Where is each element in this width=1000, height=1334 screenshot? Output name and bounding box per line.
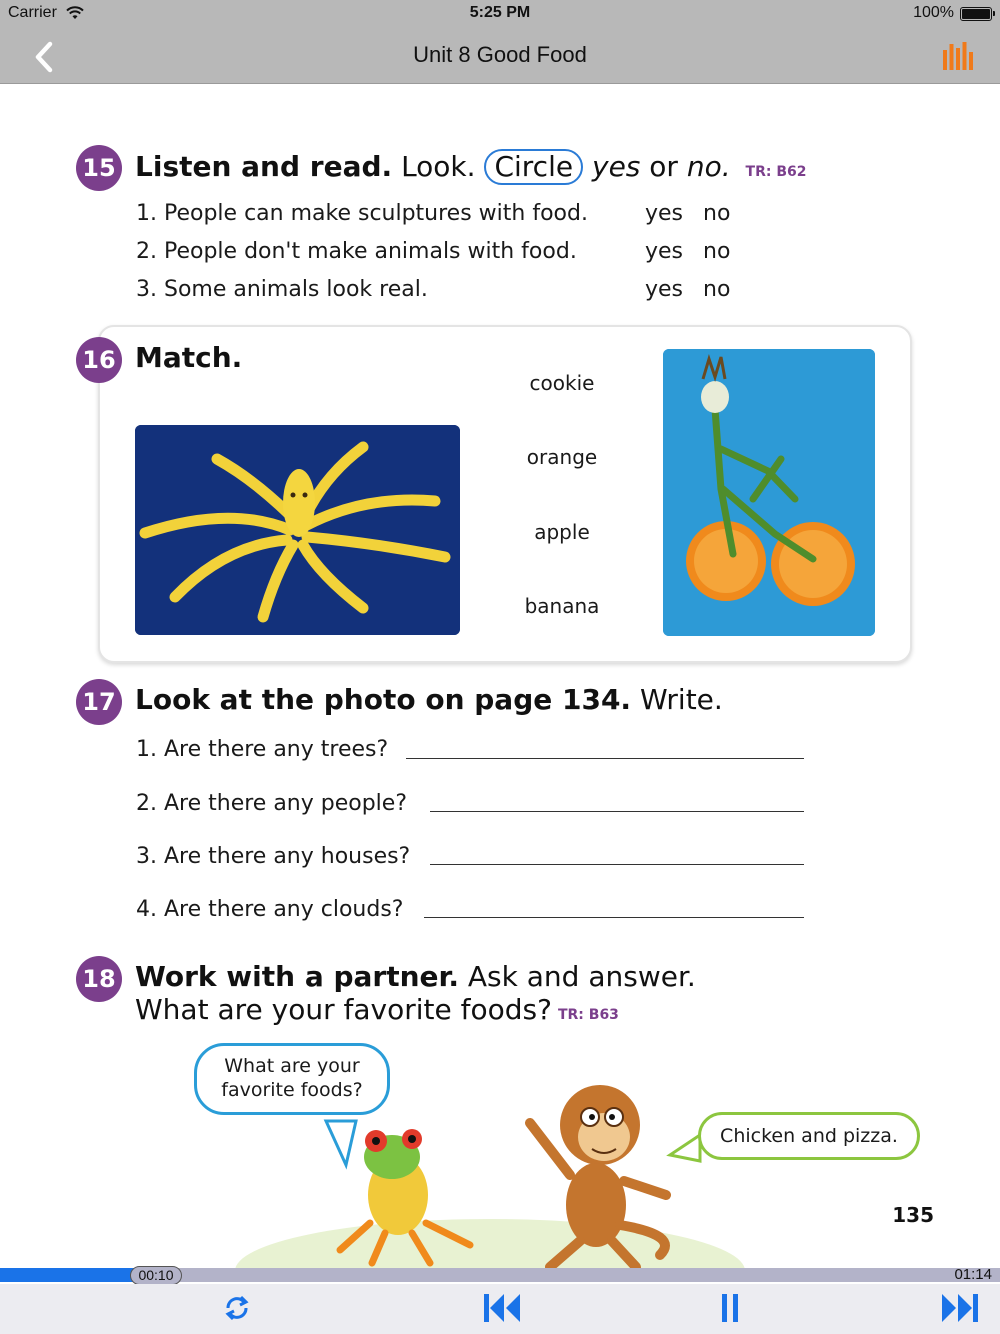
total-time: 01:14	[954, 1266, 992, 1283]
skip-forward-icon[interactable]	[938, 1288, 982, 1328]
exercise-16-heading: Match.	[135, 341, 243, 374]
statement-2: 2. People don't make animals with food.	[136, 239, 577, 264]
repeat-icon[interactable]	[215, 1288, 259, 1328]
match-word-orange[interactable]: orange	[526, 445, 598, 469]
battery-icon	[960, 7, 992, 21]
carrier-label: Carrier	[8, 4, 57, 21]
match-word-apple[interactable]: apple	[534, 520, 590, 544]
audio-progress-fill	[0, 1268, 135, 1282]
elapsed-time[interactable]: 00:10	[130, 1266, 182, 1285]
exercise-16-badge: 16	[76, 337, 122, 383]
question-3: 3. Are there any houses?	[136, 844, 411, 869]
exercise-17-heading: Look at the photo on page 134. Write.	[135, 683, 723, 716]
pause-icon[interactable]	[708, 1288, 752, 1328]
exercise-18-badge: 18	[76, 956, 122, 1002]
exercise-18-heading: Work with a partner. Ask and answer.	[135, 960, 696, 993]
question-2: 2. Are there any people?	[136, 791, 408, 816]
audio-player-controls	[0, 1284, 1000, 1334]
clock: 5:25 PM	[469, 4, 531, 21]
banana-octopus-photo[interactable]	[135, 425, 460, 635]
exercise-17-badge: 17	[76, 679, 122, 725]
page-number: 135	[892, 1203, 934, 1227]
answer-no-2[interactable]: no	[703, 239, 731, 264]
battery-percent: 100%	[913, 4, 954, 21]
answer-no-1[interactable]: no	[703, 201, 731, 226]
speech-bubble-question: What are your favorite foods?	[194, 1043, 390, 1115]
answer-field-4[interactable]	[424, 917, 804, 918]
answer-yes-1[interactable]: yes	[645, 201, 684, 226]
answer-yes-2[interactable]: yes	[645, 239, 684, 264]
audio-tracks-icon[interactable]	[942, 40, 974, 72]
exercise-15-heading: Listen and read. Look. Circle yes or no. TR: B62	[135, 150, 807, 183]
answer-field-1[interactable]	[406, 758, 804, 759]
question-4: 4. Are there any clouds?	[136, 897, 404, 922]
statement-1: 1. People can make sculptures with food.	[136, 201, 588, 226]
answer-field-3[interactable]	[430, 864, 804, 865]
track-label: TR: B62	[745, 164, 807, 180]
answer-no-3[interactable]: no	[703, 277, 731, 302]
skip-back-icon[interactable]	[480, 1288, 524, 1328]
exercise-15-badge: 15	[76, 145, 122, 191]
vegetable-bike-photo[interactable]	[663, 349, 875, 636]
exercise-18-question: What are your favorite foods? TR: B63	[135, 993, 619, 1026]
answer-yes-3[interactable]: yes	[645, 277, 684, 302]
question-1: 1. Are there any trees?	[136, 737, 389, 762]
statement-3: 3. Some animals look real.	[136, 277, 428, 302]
match-word-banana[interactable]: banana	[524, 594, 600, 618]
book-page	[0, 85, 1000, 1268]
top-bar	[0, 0, 1000, 84]
page-title: Unit 8 Good Food	[413, 42, 587, 67]
match-word-cookie[interactable]: cookie	[529, 371, 595, 395]
speech-bubble-answer: Chicken and pizza.	[698, 1112, 920, 1160]
answer-field-2[interactable]	[430, 811, 804, 812]
